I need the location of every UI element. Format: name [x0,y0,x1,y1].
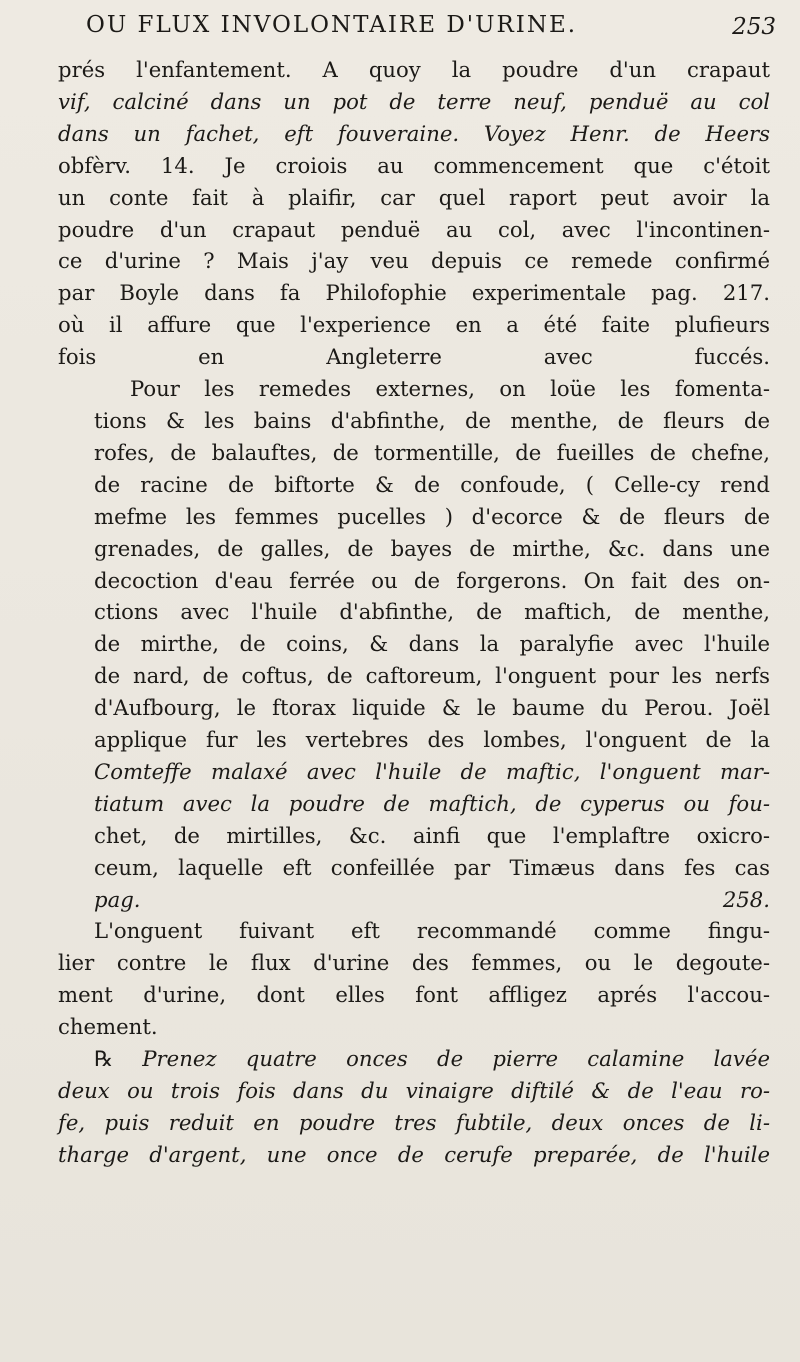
text-line: chet, de mirtilles, &c. ainfi que l'emplaftre oxicro- [94,822,770,848]
text-line: de nard, de coftus, de caftoreum, l'onguent pour les nerfs [94,663,770,689]
text-line: fe, puis reduit en poudre tres fubtile, deux onces de li- [58,1109,770,1135]
text-line: de mirthe, de coins, & dans la paralyfie avec l'huile [94,631,770,657]
text-line: pag. 258. [94,886,770,912]
text-line: applique fur les vertebres des lombes, l'onguent de la [94,727,770,753]
text-line: ment d'urine, dont elles font affligez aprés l'accou- [58,982,770,1008]
text-line: de racine de biftorte & de confoude, ( Celle-cy rend [94,471,770,497]
text-line: obfèrv. 14. Je croiois au commencement que c'étoit [58,152,770,178]
text-line: lier contre le flux d'urine des femmes, ou le degoute- [58,950,770,976]
text-line: Pour les remedes externes, on loüe les fomenta- [130,376,770,402]
text-line: Comteffe malaxé avec l'huile de maftic, l'onguent mar- [94,758,770,784]
text-line: un conte fait à plaifir, car quel raport peut avoir la [58,184,770,210]
text-line: d'Aufbourg, le ftorax liquide & le baume du Perou. Joël [94,695,770,721]
text-line: où il affure que l'experience en a été faite plufieurs [58,312,770,338]
text-line: poudre d'un crapaut penduë au col, avec l'incontinen- [58,216,770,242]
text-line: Prenez quatre onces de pierre calamine lavée [142,1046,770,1072]
text-line: fois en Angleterre avec fuccés. [58,344,770,370]
text-line: tharge d'argent, une once de cerufe preparée, de l'huile [58,1141,770,1167]
text-line: ceum, laquelle eft confeillée par Timæus dans fes cas [94,854,770,880]
paragraph-toad-remedy [58,54,770,373]
text-line: vif, calciné dans un pot de terre neuf, penduë au col [58,88,770,114]
paragraph-recipe [58,1043,770,1171]
running-head: OU FLUX INVOLONTAIRE D'URINE. [86,12,578,38]
text-line: tiatum avec la poudre de maftich, de cyperus ou fou- [94,790,770,816]
page-number: 253 [732,14,776,40]
text-line: deux ou trois fois dans du vinaigre diftilé & de l'eau ro- [58,1078,770,1103]
text-line: decoction d'eau ferrée ou de forgerons. On fait des on- [94,567,770,593]
text-line: tions & les bains d'abfinthe, de menthe, de fleurs de [94,407,770,433]
recipe-symbol: ℞ [94,1046,113,1072]
recipe-first-line [58,1043,770,1075]
text-line: dans un fachet, eft fouveraine. Voyez Henr. de Heers [58,120,770,146]
text-line: par Boyle dans fa Philofophie experimentale pag. 217. [58,280,770,306]
text-line: L'onguent fuivant eft recommandé comme fingu- [94,918,770,944]
text-line: rofes, de balauftes, de tormentille, de fueilles de chefne, [94,439,770,465]
text-line: mefme les femmes pucelles ) d'ecorce & de fleurs de [94,503,770,529]
text-line: prés l'enfantement. A quoy la poudre d'un crapaut [58,57,770,82]
body-text [58,54,770,1171]
paragraph-external-remedies [58,373,770,915]
text-line: ce d'urine ? Mais j'ay veu depuis ce remede confirmé [58,248,770,274]
paragraph-ointment-intro [58,915,770,1043]
page-header [86,4,776,54]
text-line: ctions avec l'huile d'abfinthe, de maftich, de menthe, [94,599,770,625]
text-line: chement. [58,1014,158,1040]
text-line: grenades, de galles, de bayes de mirthe, &c. dans une [94,535,770,561]
